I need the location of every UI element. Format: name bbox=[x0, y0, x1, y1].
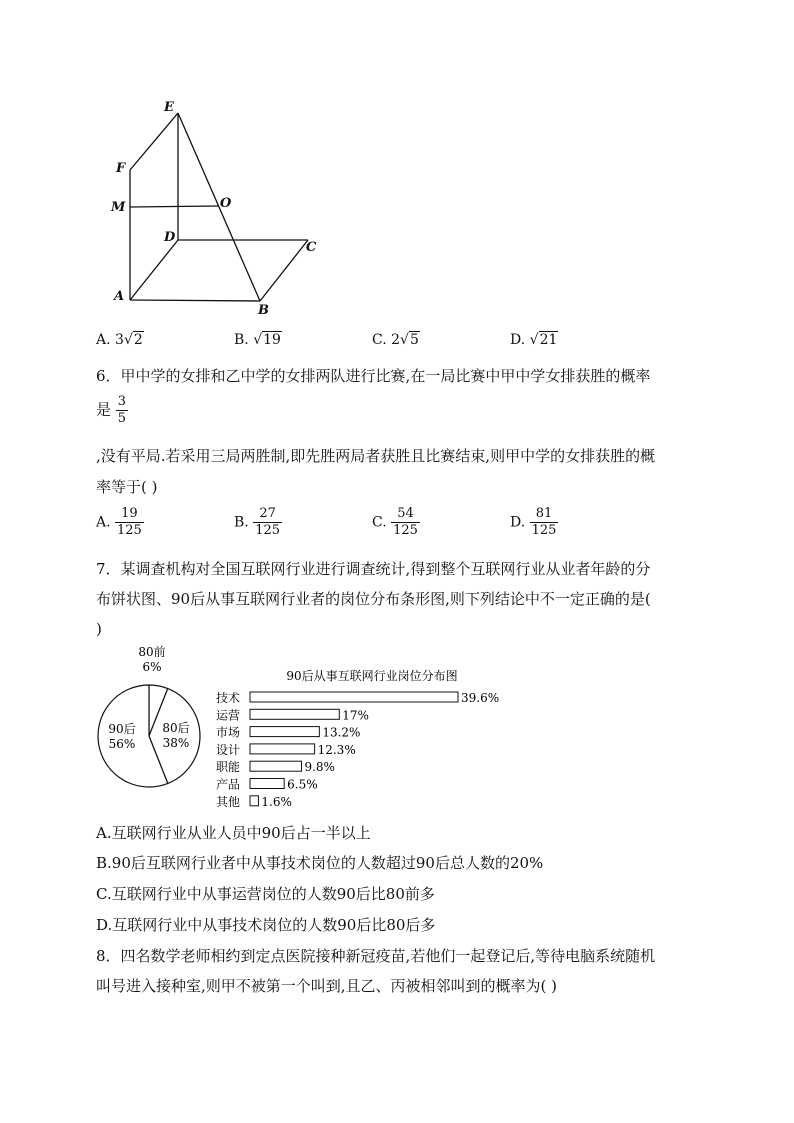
label-c: C bbox=[306, 240, 317, 255]
job-bar-chart bbox=[212, 663, 532, 813]
q7-option-a[interactable]: A.互联网行业从业人员中90后占一半以上 bbox=[96, 824, 371, 842]
q8-line-2: 叫号进入接种室,则甲不被第一个叫到,且乙、丙被相邻叫到的概率为( ) bbox=[96, 977, 558, 995]
q5-option-b[interactable] bbox=[234, 332, 282, 348]
option-letter: C. bbox=[372, 514, 387, 531]
bar bbox=[250, 727, 319, 737]
q5-option-a[interactable] bbox=[96, 332, 144, 348]
segment-mo bbox=[130, 206, 218, 207]
option-letter: A. bbox=[96, 332, 111, 348]
q6-line-1: 6．甲中学的女排和乙中学的女排两队进行比赛,在一局比赛中甲中学女排获胜的概率 bbox=[96, 367, 651, 385]
option-letter: A. bbox=[96, 514, 111, 531]
q6-probability-fraction: $\frac{3}{5}$ bbox=[117, 394, 127, 426]
option-fraction: $\frac{19}{125}$ bbox=[117, 506, 142, 538]
bar-value-label: 17% bbox=[342, 708, 369, 723]
edge-fe bbox=[130, 113, 178, 170]
bar-category-label: 市场 bbox=[216, 725, 241, 740]
option-letter: C. bbox=[372, 332, 387, 348]
pie-slice-value: 38% bbox=[162, 736, 190, 750]
label-f: F bbox=[116, 161, 126, 176]
bar-category-label: 运营 bbox=[216, 708, 241, 723]
bar bbox=[250, 779, 284, 789]
bar-value-label: 1.6% bbox=[261, 794, 292, 809]
label-b: B bbox=[258, 303, 269, 318]
pie-slice-value: 6% bbox=[142, 660, 162, 674]
edge-ab bbox=[130, 300, 260, 301]
q6-option-b[interactable] bbox=[234, 506, 282, 539]
q6-option-c[interactable] bbox=[372, 506, 420, 539]
option-fraction: $\frac{27}{125}$ bbox=[255, 506, 281, 538]
geometry-figure bbox=[100, 95, 340, 325]
bar-category-label: 其他 bbox=[216, 794, 241, 809]
bar bbox=[250, 709, 339, 719]
bar bbox=[250, 796, 258, 806]
bar-chart-title: 90后从事互联网行业岗位分布图 bbox=[286, 669, 458, 683]
bar-value-label: 6.5% bbox=[287, 777, 318, 792]
q7-line-3: ) bbox=[96, 620, 102, 638]
label-e: E bbox=[164, 100, 174, 115]
bar-value-label: 9.8% bbox=[304, 760, 335, 775]
bar-category-label: 职能 bbox=[216, 760, 241, 775]
q6-line-2 bbox=[96, 394, 128, 427]
q6-option-a[interactable] bbox=[96, 506, 144, 539]
option-letter: D. bbox=[510, 514, 526, 531]
q5-option-c[interactable] bbox=[372, 332, 420, 348]
q7-option-b[interactable]: B.90后互联网行业者中从事技术岗位的人数超过90后总人数的20% bbox=[96, 854, 544, 872]
pie-slice-label: 80前 bbox=[138, 645, 166, 659]
sqrt-expression: 2√5 bbox=[391, 332, 419, 348]
q6-line-3: ,没有平局.若采用三局两胜制,即先胜两局者获胜且比赛结束,则甲中学的女排获胜的概 bbox=[96, 447, 656, 465]
pie-slice-value: 56% bbox=[108, 737, 136, 751]
q6-prefix: 是 bbox=[96, 400, 112, 419]
q5-option-d[interactable] bbox=[510, 332, 558, 348]
q8-line-1: 8．四名数学老师相约到定点医院接种新冠疫苗,若他们一起登记后,等待电脑系统随机 bbox=[96, 947, 656, 965]
bar-value-label: 12.3% bbox=[317, 742, 356, 757]
q7-option-d[interactable]: D.互联网行业中从事技术岗位的人数90后比80后多 bbox=[96, 916, 436, 934]
bar bbox=[250, 692, 458, 702]
option-letter: B. bbox=[234, 332, 249, 348]
sqrt-expression: √21 bbox=[529, 332, 558, 348]
q7-option-c[interactable]: C.互联网行业中从事运营岗位的人数90后比80前多 bbox=[96, 885, 435, 903]
edge-bc bbox=[260, 240, 308, 301]
sqrt-expression: 3√2 bbox=[115, 332, 143, 348]
bar bbox=[250, 761, 301, 771]
label-m: M bbox=[111, 200, 126, 215]
q7-line-2: 布饼状图、90后从事互联网行业者的岗位分布条形图,则下列结论中不一定正确的是( bbox=[96, 590, 651, 608]
bar bbox=[250, 744, 315, 754]
label-d: D bbox=[164, 230, 176, 245]
label-o: O bbox=[220, 196, 232, 211]
option-letter: D. bbox=[510, 332, 526, 348]
bar-category-label: 设计 bbox=[216, 742, 241, 757]
bar-category-label: 产品 bbox=[216, 777, 241, 792]
q6-option-d[interactable] bbox=[510, 506, 558, 539]
option-letter: B. bbox=[234, 514, 249, 531]
age-pie-chart bbox=[92, 640, 212, 815]
sqrt-expression: √19 bbox=[253, 332, 281, 348]
pie-slice-label: 80后 bbox=[162, 721, 190, 735]
edge-eb bbox=[178, 113, 260, 301]
bar-value-label: 39.6% bbox=[461, 691, 500, 705]
bar-category-label: 技术 bbox=[216, 691, 241, 705]
pie-slice-label: 90后 bbox=[108, 722, 136, 736]
label-a: A bbox=[114, 289, 125, 304]
option-fraction: $\frac{54}{125}$ bbox=[393, 506, 418, 538]
q6-line-4: 率等于( ) bbox=[96, 478, 158, 496]
bar-value-label: 13.2% bbox=[322, 725, 361, 740]
edge-ad bbox=[130, 240, 178, 300]
option-fraction: $\frac{81}{125}$ bbox=[531, 506, 557, 538]
q7-line-1: 7．某调查机构对全国互联网行业进行调查统计,得到整个互联网行业从业者年龄的分 bbox=[96, 560, 651, 578]
